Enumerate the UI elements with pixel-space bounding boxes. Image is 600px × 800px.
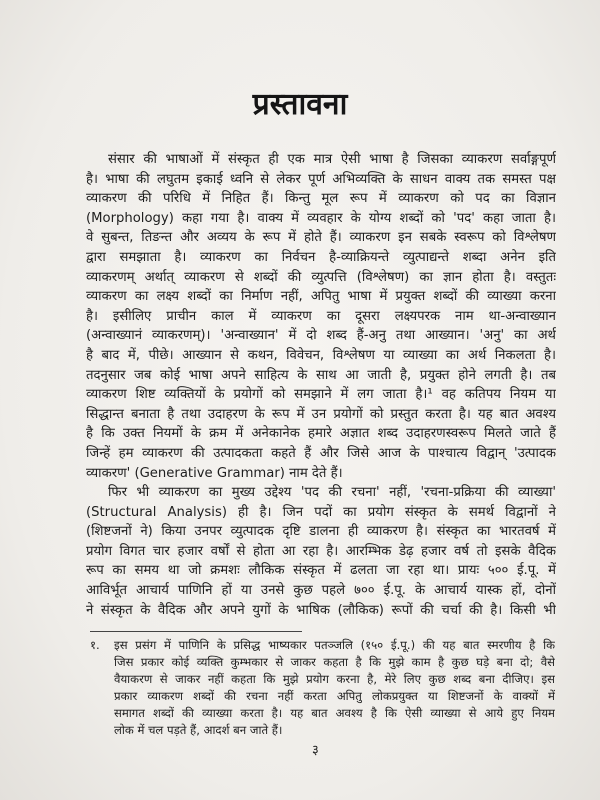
footnote-line: प्रकार व्याकरण शब्दों की रचना नहीं करता अपितु लोकप्रयुक्त या शिष्टजनों के वाक्यों में: [114, 689, 555, 703]
text-line: फिर भी व्याकरण का मुख्य उद्देश्य 'पद की रचना' नहीं, 'रचना-प्रक्रिया की व्याख्या': [108, 485, 556, 501]
text-line: है। भाषा की लघुतम इकाई ध्वनि से लेकर पूर्ण अभिव्यक्ति के साधन वाक्य तक समस्त पक्ष: [86, 171, 556, 187]
text-line: जिन्हें हम व्याकरण की उत्पादकता कहते हैं और जिसे आज के पाश्चात्य विद्वान् 'उत्पादक: [86, 445, 556, 461]
footnote-number: १.: [90, 638, 100, 652]
text-line: व्याकरण शिष्ट व्यक्तियों के प्रयोगों को समझाने में लग जाता है।¹ वह कतिपय नियम या: [86, 387, 556, 403]
footnote-line: वैयाकरण से जाकर नहीं कहता कि मुझे प्रयोग करना है, मेरे लिए कुछ शब्द बना दीजिए। इस: [114, 672, 555, 686]
text-line: है। इसीलिए प्राचीन काल में व्याकरण का दूसरा लक्ष्यपरक नाम था-अन्वाख्यान: [86, 308, 556, 324]
footnote-divider: [90, 631, 302, 632]
text-line: तदनुसार जब कोई भाषा अपने साहित्य के साथ आ जाती है, प्रयुक्त होने लगती है। तब: [86, 367, 556, 383]
text-line: (Morphology) कहा गया है। वाक्य में व्यवहार के योग्य शब्दों को 'पद' कहा जाता है।: [86, 210, 556, 226]
text-line: व्याकरण' (Generative Grammar) नाम देते हैं।: [86, 465, 343, 481]
text-line: व्याकरण का लक्ष्य शब्दों का निर्माण नहीं, अपितु भाषा में प्रयुक्त शब्दों की व्याख्या करना: [86, 289, 556, 305]
text-line: आविर्भूत आचार्य पाणिनि हों या उनसे कुछ पहले ७०० ई.पू. के आचार्य यास्क हों, दोनों: [86, 583, 556, 599]
footnote-line: इस प्रसंग में पाणिनि के प्रसिद्ध भाष्यकार पतञ्जलि (१५० ई.पू.) की यह बात स्मरणीय है कि: [114, 638, 555, 652]
text-line: (Structural Analysis) ही है। जिन पदों का प्रयोग संस्कृत के समर्थ विद्वानों ने: [86, 504, 556, 520]
footnote-line: लोक में चल पड़ते हैं, आदर्श बन जाते हैं।: [114, 723, 283, 737]
footnote-line: समागत शब्दों की व्याख्या करता है। यह बात अवश्य है कि ऐसी व्याख्या से आये हुए नियम: [114, 706, 555, 720]
text-line: वे सुबन्त, तिङन्त और अव्यय के रूप में होते हैं। व्याकरण इन सबके स्वरूप को विश्लेषण: [86, 230, 556, 246]
text-line: ने संस्कृत के वैदिक और अपने युगों के भाषिक (लौकिक) रूपों की चर्चा की है। किसी भी: [86, 602, 556, 618]
text-line: है कि उक्त नियमों के क्रम में अनेकानेक हमारे अज्ञात शब्द उदाहरणस्वरूप मिलते जाते हैं: [86, 426, 556, 442]
text-line: (अन्वाख्यानं व्याकरणम्)। 'अन्वाख्यान' में दो शब्द हैं-अनु तथा आख्यान। 'अनु' का अर्थ: [86, 328, 556, 344]
page-number: ३: [312, 743, 319, 758]
text-line: व्याकरण की परिधि में निहित हैं। किन्तु मूल रूप में व्याकरण को पद का विज्ञान: [86, 191, 556, 207]
text-line: रूप का समय था जो क्रमशः लौकिक संस्कृत में ढलता जा रहा था। प्रायः ५०० ई.पू. में: [86, 563, 556, 579]
main-text: [86, 150, 556, 620]
text-line: (शिष्टजनों ने) किया उनपर व्युत्पादक दृष्टि डालना ही व्याकरण है। संस्कृत का भारतवर्ष में: [86, 524, 556, 540]
text-line: द्वारा समझाता है। व्याकरण का निर्वचन है-व्याक्रियन्ते व्युत्पाद्यन्ते शब्दा अनेन इति: [86, 249, 556, 265]
text-line: प्रयोग विगत चार हजार वर्षों से होता आ रहा है। आरम्भिक डेढ़ हजार वर्ष तो इसके वैदिक: [86, 543, 556, 559]
text-line: संसार की भाषाओं में संस्कृत ही एक मात्र ऐसी भाषा है जिसका व्याकरण सर्वाङ्गपूर्ण: [108, 152, 556, 167]
footnote: [90, 637, 555, 739]
text-line: व्याकरणम् अर्थात् व्याकरण से शब्दों की व्युत्पत्ति (विश्लेषण) का ज्ञान होता है। वस्तुतः: [86, 269, 556, 285]
page-title: प्रस्तावना: [252, 87, 348, 122]
text-line: सिद्धान्त बनाता है तथा उदाहरण के रूप में उन प्रयोगों को प्रस्तुत करता है। यह बात अवश्य: [86, 406, 556, 422]
footnote-line: जिस प्रकार कोई व्यक्ति कुम्भकार से जाकर कहता है कि मुझे काम है कुछ घड़े बना दो; वैसे: [114, 655, 555, 669]
text-line: है बाद में, पीछे। आख्यान से कथन, विवेचन, विश्लेषण या व्याख्या का अर्थ निकलता है।: [86, 347, 556, 363]
